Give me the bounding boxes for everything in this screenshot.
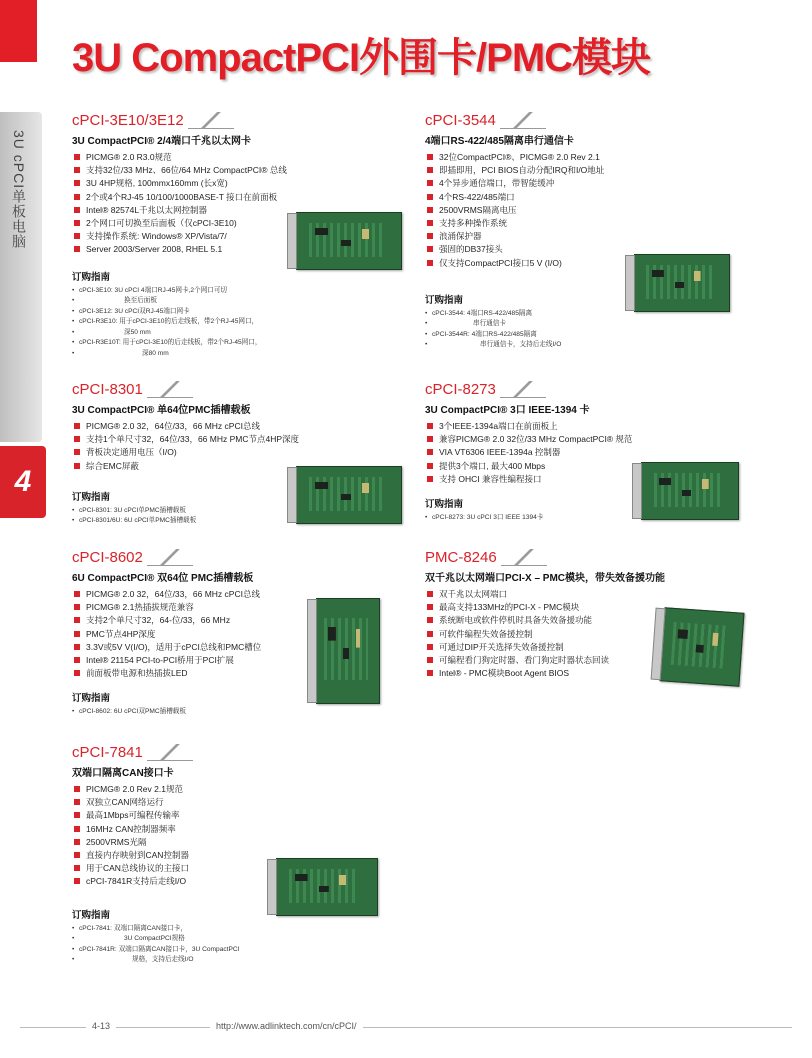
order-item: • cPCI-3544: 4端口RS-422/485隔离 (425, 309, 604, 320)
feature-item: 支持1个单尺寸32，64位/33，66 MHz PMC节点4HP深度 (72, 433, 299, 446)
order-item: • cPCI-3E12: 3U cPCI双RJ-45端口网卡 (72, 307, 287, 318)
section-cpci-3e10 (72, 112, 287, 359)
feature-item: 3个IEEE-1394a端口在前面板上 (425, 420, 632, 433)
feature-item: 支持多种操作系统 (425, 217, 604, 230)
feature-item: PICMG® 2.0 32，64位/33，66 MHz cPCI总线 (72, 588, 261, 601)
feature-item: Intel® 82574L千兆以太网控制器 (72, 204, 287, 217)
page-number: 4-13 (86, 1021, 116, 1031)
order-item: • cPCI-3E10: 3U cPCI 4端口RJ-45网卡,2个网口可切 (72, 286, 287, 297)
section-subtitle: 6U CompactPCI® 双64位 PMC插槽载板 (72, 573, 254, 584)
top-accent-bar (0, 0, 37, 62)
section-cpci-8273 (425, 381, 632, 524)
feature-item: 背板决定通用电压（I/O) (72, 446, 299, 459)
feature-item: 支持操作系统: Windows® XP/Vista/7/ (72, 230, 287, 243)
section-code: cPCI-8273 (425, 381, 632, 398)
order-guide-title: 订购指南 (425, 499, 464, 511)
order-item-continued: • 3U CompactPCI规格 (72, 934, 239, 945)
order-item-continued: • 规格，支持后走线I/O (72, 955, 239, 966)
order-guide-title: 订购指南 (425, 294, 464, 306)
feature-list (72, 588, 261, 680)
product-board-image (276, 858, 378, 916)
feature-item: 最高支持133MHz的PCI-X - PMC模块 (425, 601, 665, 614)
feature-item: 2500VRMS光隔 (72, 836, 239, 849)
order-item-continued: • 深80 mm (72, 349, 287, 360)
feature-item: 3.3V或5V V(I/O)，适用于cPCI总线和PMC槽位 (72, 641, 261, 654)
page-title: 3U CompactPCI外围卡/PMC模块 (72, 36, 651, 80)
feature-list (72, 783, 239, 889)
feature-list (425, 588, 665, 680)
order-item-continued: • 串行通信卡，支持后走线I/O (425, 340, 604, 351)
feature-item: 4个RS-422/485端口 (425, 191, 604, 204)
section-subtitle: 双端口隔离CAN接口卡 (72, 768, 174, 779)
feature-item: 4个异步通信端口，带智能缓冲 (425, 177, 604, 190)
footer-url-link[interactable]: http://www.adlinktech.com/cn/cPCI/ (210, 1021, 363, 1031)
order-item: • cPCI-8273: 3U cPCI 3口 IEEE 1394卡 (425, 513, 632, 524)
order-item: • cPCI-R3E10T: 用于cPCI-3E10的后走线板，带2个RJ-45网口， (72, 338, 287, 349)
feature-item: 可编程看门狗定时器、看门狗定时器状态回读 (425, 654, 665, 667)
feature-item: 双独立CAN网络运行 (72, 796, 239, 809)
section-code: cPCI-7841 (72, 744, 239, 761)
order-item-continued: • 换至后面板 (72, 296, 287, 307)
feature-item: 32位CompactPCI®、PICMG® 2.0 Rev 2.1 (425, 151, 604, 164)
order-list (72, 707, 261, 718)
order-item: • cPCI-8301/6U: 6U cPCI单PMC插槽载板 (72, 516, 299, 527)
feature-item: PICMG® 2.1热插拔规范兼容 (72, 601, 261, 614)
section-code: cPCI-3E10/3E12 (72, 112, 287, 129)
feature-list (72, 151, 287, 257)
feature-item-continued: Server 2003/Server 2008, RHEL 5.1 (72, 243, 287, 256)
section-cpci-3544 (425, 112, 604, 351)
page-footer (0, 1010, 812, 1058)
footer-divider (20, 1027, 792, 1028)
product-board-image (634, 254, 730, 312)
section-pmc-8246 (425, 549, 665, 680)
order-item: • cPCI-3544R: 4端口RS-422/485隔离 (425, 330, 604, 341)
feature-item: 浪涌保护器 (425, 230, 604, 243)
section-subtitle: 3U CompactPCI® 2/4端口千兆以太网卡 (72, 136, 252, 147)
section-subtitle: 3U CompactPCI® 单64位PMC插槽载板 (72, 405, 251, 416)
order-item: • cPCI-8301: 3U cPCI单PMC插槽载板 (72, 506, 299, 517)
section-subtitle: 3U CompactPCI® 3口 IEEE-1394 卡 (425, 405, 590, 416)
feature-item: 仅支持CompactPCI接口5 V (I/O) (425, 257, 604, 270)
section-code: cPCI-3544 (425, 112, 604, 129)
feature-item: 支持32位/33 MHz、66位/64 MHz CompactPCI® 总线 (72, 164, 287, 177)
feature-item: 2500VRMS隔离电压 (425, 204, 604, 217)
section-code: cPCI-8301 (72, 381, 299, 398)
feature-item: Intel® - PMC模块Boot Agent BIOS (425, 667, 665, 680)
product-board-image (296, 466, 402, 524)
feature-item: 16MHz CAN控制器频率 (72, 823, 239, 836)
feature-list (425, 151, 604, 270)
feature-item: PICMG® 2.0 R3.0规范 (72, 151, 287, 164)
feature-list (425, 420, 632, 486)
order-item: • cPCI-7841R: 双端口隔离CAN接口卡，3U CompactPCI (72, 945, 239, 956)
feature-item: PICMG® 2.0 Rev 2.1规范 (72, 783, 239, 796)
order-item-continued: • 深50 mm (72, 328, 287, 339)
feature-list (72, 420, 299, 473)
feature-item: 2个或4个RJ-45 10/100/1000BASE-T 接口在前面板 (72, 191, 287, 204)
order-item: • cPCI-7841: 双端口隔离CAN接口卡， (72, 924, 239, 935)
order-list (72, 924, 239, 966)
chapter-number-tab: 4 (0, 446, 46, 518)
order-guide-title: 订购指南 (72, 909, 111, 921)
feature-item: 即插即用，PCI BIOS自动分配IRQ和I/O地址 (425, 164, 604, 177)
section-cpci-8301 (72, 381, 299, 527)
feature-item: 强固的DB37接头 (425, 243, 604, 256)
feature-item: 2个网口可切换至后面板（仅cPCI-3E10) (72, 217, 287, 230)
order-guide-title: 订购指南 (72, 271, 111, 283)
order-guide-title: 订购指南 (72, 693, 111, 705)
order-list (72, 506, 299, 527)
order-item: • cPCI-R3E10: 用于cPCI-3E10的后走线板，带2个RJ-45网口， (72, 317, 287, 328)
feature-item: 系统断电或软件停机时具备失效备援功能 (425, 614, 665, 627)
feature-item: 3U 4HP规格, 100mmx160mm (长x宽) (72, 177, 287, 190)
feature-item: 兼容PICMG® 2.0 32位/33 MHz CompactPCI® 规范 (425, 433, 632, 446)
feature-item: 综合EMC屏蔽 (72, 460, 299, 473)
feature-item: 用于CAN总线协议的主接口 (72, 862, 239, 875)
feature-item: PICMG® 2.0 32，64位/33，66 MHz cPCI总线 (72, 420, 299, 433)
side-tab-label: 3U cPCI单板电脑 (11, 130, 27, 250)
order-list (72, 286, 287, 360)
feature-item: VIA VT6306 IEEE-1394a 控制器 (425, 446, 632, 459)
section-cpci-7841 (72, 744, 239, 966)
section-subtitle: 4端口RS-422/485隔离串行通信卡 (425, 136, 574, 147)
feature-item: 支持2个单尺寸32，64-位/33，66 MHz (72, 614, 261, 627)
feature-item: 提供3个端口, 最大400 Mbps (425, 460, 632, 473)
order-guide-title: 订购指南 (72, 491, 111, 503)
product-board-image (641, 462, 739, 520)
feature-item-continued: PMC节点4HP深度 (72, 628, 261, 641)
section-subtitle: 双千兆以太网端口PCI-X – PMC模块，带失效备援功能 (425, 573, 666, 584)
section-code: cPCI-8602 (72, 549, 261, 566)
product-board-image (660, 607, 745, 686)
order-item: • cPCI-8602: 6U cPCI双PMC插槽载板 (72, 707, 261, 718)
feature-item: 支持 OHCI 兼容性编程接口 (425, 473, 632, 486)
order-list (425, 513, 632, 524)
feature-item: Intel® 21154 PCI-to-PCI桥用于PCI扩展 (72, 654, 261, 667)
feature-item: 最高1Mbps可编程传输率 (72, 809, 239, 822)
feature-item: 可软件编程失效备援控制 (425, 628, 665, 641)
feature-item: 双千兆以太网端口 (425, 588, 665, 601)
order-item-continued: • 串行通信卡 (425, 319, 604, 330)
section-cpci-8602 (72, 549, 261, 718)
feature-item: cPCI-7841R支持后走线I/O (72, 875, 239, 888)
feature-item: 可通过DIP开关选择失效备援控制 (425, 641, 665, 654)
section-code: PMC-8246 (425, 549, 665, 566)
feature-item: 直接内存映射到CAN控制器 (72, 849, 239, 862)
feature-item: 前面板带电源和热插拔LED (72, 667, 261, 680)
product-board-image (316, 598, 380, 704)
order-list (425, 309, 604, 351)
product-board-image (296, 212, 402, 270)
